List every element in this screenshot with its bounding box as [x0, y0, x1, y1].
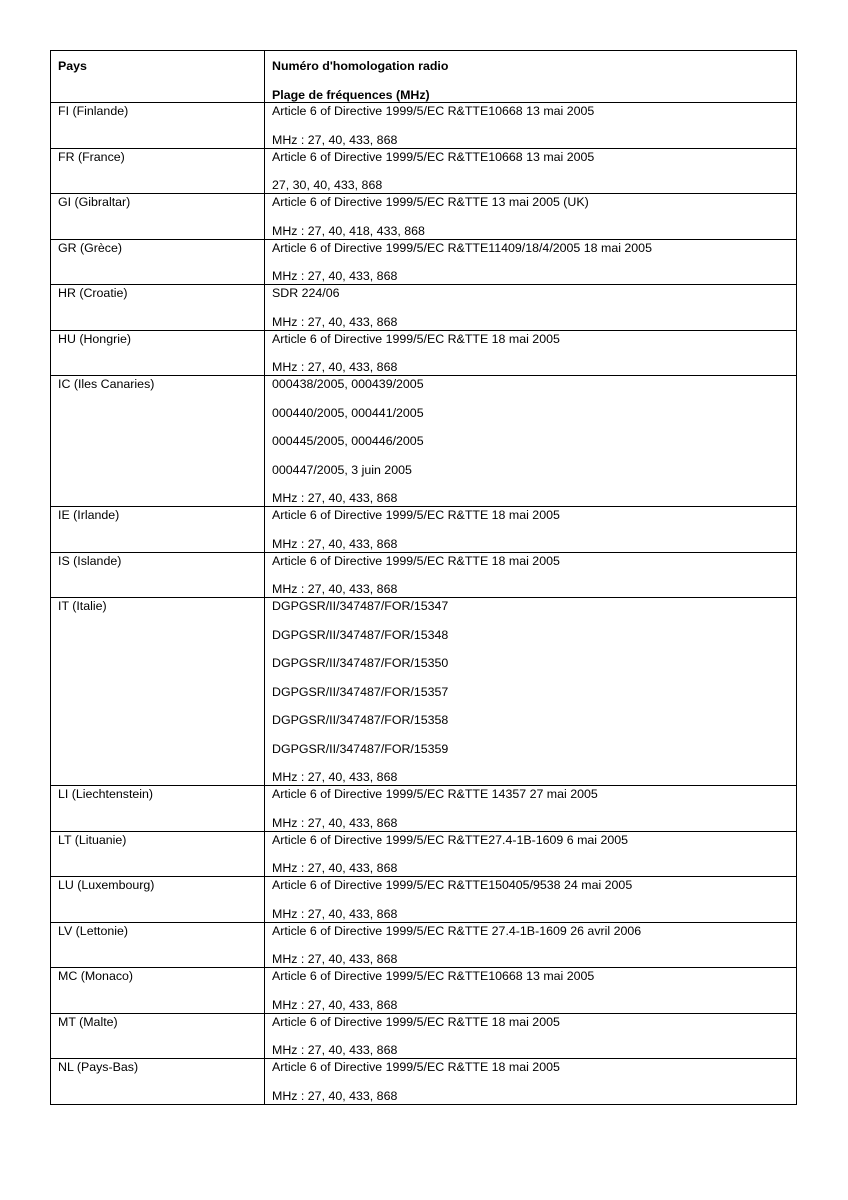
line-gap	[272, 478, 790, 492]
approval-line: Article 6 of Directive 1999/5/EC R&TTE10668 13 mai 2005	[272, 104, 595, 118]
line-gap	[272, 449, 790, 463]
line-gap	[272, 848, 790, 862]
table-row	[51, 148, 797, 194]
approval-block	[265, 507, 796, 552]
approval-line: Article 6 of Directive 1999/5/EC R&TTE27.4-1B-1609 6 mai 2005	[272, 832, 629, 847]
table-row	[51, 968, 797, 1014]
frequency-line: MHz : 27, 40, 433, 868	[272, 314, 398, 329]
frequency-line: MHz : 27, 40, 433, 868	[272, 815, 398, 830]
country-name: GR (Grèce)	[58, 240, 123, 255]
country-name: MT (Malte)	[58, 1014, 118, 1029]
approval-block	[265, 285, 796, 330]
approval-cell	[265, 552, 797, 598]
line-gap	[272, 1075, 790, 1089]
approval-block	[265, 923, 796, 968]
frequency-line: MHz : 27, 40, 433, 868	[272, 1043, 398, 1057]
country-cell	[51, 831, 265, 877]
country-name: LT (Lituanie)	[58, 832, 127, 847]
approval-line: SDR 224/06	[272, 286, 340, 300]
country-name: IT (Italie)	[58, 599, 107, 613]
frequency-line: MHz : 27, 40, 418, 433, 868	[272, 223, 425, 238]
approval-block	[265, 194, 796, 239]
line-gap	[272, 165, 790, 179]
approval-line: Article 6 of Directive 1999/5/EC R&TTE 18 mai 2005	[272, 331, 560, 346]
country-name: HR (Croatie)	[58, 286, 128, 300]
header-gap	[272, 74, 790, 88]
country-name: LI (Liechtenstein)	[58, 787, 154, 801]
line-gap	[272, 569, 790, 583]
table-row	[51, 507, 797, 553]
approval-line: 000447/2005, 3 juin 2005	[272, 462, 412, 477]
country-name: FI (Finlande)	[58, 104, 129, 118]
approval-block	[265, 103, 796, 148]
table-row	[51, 877, 797, 923]
approval-cell	[265, 1059, 797, 1105]
table-row	[51, 922, 797, 968]
country-name: FR (France)	[58, 149, 125, 164]
line-gap	[272, 1030, 790, 1044]
line-gap	[272, 893, 790, 907]
line-gap	[272, 700, 790, 714]
line-gap	[272, 984, 790, 998]
approval-cell	[265, 239, 797, 285]
table-row	[51, 239, 797, 285]
approval-line: Article 6 of Directive 1999/5/EC R&TTE 13 mai 2005 (UK)	[272, 195, 589, 209]
country-name: HU (Hongrie)	[58, 331, 131, 346]
approval-block	[265, 331, 796, 376]
approval-line: DGPGSR/II/347487/FOR/15348	[272, 627, 449, 642]
country-name: MC (Monaco)	[58, 969, 134, 983]
line-gap	[272, 939, 790, 953]
approval-cell	[265, 922, 797, 968]
approval-cell	[265, 148, 797, 194]
homologation-table	[50, 50, 797, 1105]
approval-cell	[265, 831, 797, 877]
approval-cell	[265, 968, 797, 1014]
approval-cell	[265, 330, 797, 376]
frequency-line: MHz : 27, 40, 433, 868	[272, 132, 398, 147]
approval-line: DGPGSR/II/347487/FOR/15350	[272, 656, 449, 670]
approval-line: DGPGSR/II/347487/FOR/15347	[272, 599, 449, 613]
header-country: Pays	[58, 59, 87, 73]
line-gap	[272, 210, 790, 224]
frequency-line: 27, 30, 40, 433, 868	[272, 178, 383, 192]
line-gap	[272, 119, 790, 133]
country-cell	[51, 922, 265, 968]
table-row	[51, 194, 797, 240]
table-row	[51, 598, 797, 786]
approval-cell	[265, 786, 797, 832]
approval-line: 000440/2005, 000441/2005	[272, 405, 424, 420]
line-gap	[272, 614, 790, 628]
country-cell	[51, 194, 265, 240]
country-name: LV (Lettonie)	[58, 923, 129, 938]
table-header-row	[51, 51, 797, 103]
approval-cell	[265, 103, 797, 149]
approval-block	[265, 1059, 796, 1104]
approval-block	[265, 598, 796, 785]
country-cell	[51, 552, 265, 598]
table-row	[51, 1013, 797, 1059]
table-row	[51, 103, 797, 149]
country-cell	[51, 1059, 265, 1105]
country-cell	[51, 877, 265, 923]
table-row	[51, 285, 797, 331]
approval-line: Article 6 of Directive 1999/5/EC R&TTE 14357 27 mai 2005	[272, 787, 598, 801]
country-cell	[51, 968, 265, 1014]
frequency-line: MHz : 27, 40, 433, 868	[272, 269, 398, 283]
country-name: GI (Gibraltar)	[58, 195, 131, 209]
line-gap	[272, 523, 790, 537]
table-row	[51, 1059, 797, 1105]
country-cell	[51, 507, 265, 553]
approval-line: DGPGSR/II/347487/FOR/15358	[272, 713, 449, 727]
frequency-line: MHz : 27, 40, 433, 868	[272, 582, 398, 596]
approval-cell	[265, 1013, 797, 1059]
line-gap	[272, 301, 790, 315]
line-gap	[272, 728, 790, 742]
country-cell	[51, 598, 265, 786]
header-approval: Numéro d'homologation radio	[272, 59, 449, 73]
line-gap	[272, 421, 790, 435]
country-cell	[51, 148, 265, 194]
country-cell	[51, 330, 265, 376]
line-gap	[272, 347, 790, 361]
frequency-line: MHz : 27, 40, 433, 868	[272, 770, 398, 784]
header-approval-cell	[265, 51, 797, 103]
approval-line: Article 6 of Directive 1999/5/EC R&TTE10668 13 mai 2005	[272, 149, 595, 164]
approval-cell	[265, 285, 797, 331]
approval-block	[265, 553, 796, 598]
approval-cell	[265, 598, 797, 786]
table-row	[51, 552, 797, 598]
header-approval-block	[265, 51, 796, 102]
line-gap	[272, 671, 790, 685]
approval-line: Article 6 of Directive 1999/5/EC R&TTE 18 mai 2005	[272, 1014, 560, 1029]
approval-line: DGPGSR/II/347487/FOR/15359	[272, 741, 449, 756]
approval-block	[265, 1014, 796, 1059]
country-cell	[51, 786, 265, 832]
frequency-line: MHz : 27, 40, 433, 868	[272, 491, 398, 505]
frequency-line: MHz : 27, 40, 433, 868	[272, 952, 398, 966]
frequency-line: MHz : 27, 40, 433, 868	[272, 997, 398, 1012]
frequency-line: MHz : 27, 40, 433, 868	[272, 360, 398, 374]
line-gap	[272, 256, 790, 270]
frequency-line: MHz : 27, 40, 433, 868	[272, 906, 398, 921]
country-name: IE (Irlande)	[58, 508, 120, 522]
approval-cell	[265, 507, 797, 553]
approval-block	[265, 968, 796, 1013]
country-name: LU (Luxembourg)	[58, 878, 155, 892]
approval-block	[265, 786, 796, 831]
frequency-line: MHz : 27, 40, 433, 868	[272, 861, 398, 875]
approval-block	[265, 877, 796, 922]
table-body	[51, 103, 797, 1105]
country-cell	[51, 1013, 265, 1059]
country-name: NL (Pays-Bas)	[58, 1060, 139, 1074]
table-row	[51, 376, 797, 507]
country-cell	[51, 376, 265, 507]
line-gap	[272, 392, 790, 406]
header-frequency: Plage de fréquences (MHz)	[272, 87, 430, 102]
approval-line: 000445/2005, 000446/2005	[272, 434, 424, 448]
country-cell	[51, 103, 265, 149]
table-row	[51, 831, 797, 877]
approval-line: Article 6 of Directive 1999/5/EC R&TTE 27.4-1B-1609 26 avril 2006	[272, 923, 642, 938]
approval-line: Article 6 of Directive 1999/5/EC R&TTE 18 mai 2005	[272, 1060, 560, 1074]
approval-block	[265, 240, 796, 285]
approval-cell	[265, 194, 797, 240]
table-row	[51, 330, 797, 376]
line-gap	[272, 643, 790, 657]
approval-block	[265, 376, 796, 506]
frequency-line: MHz : 27, 40, 433, 868	[272, 1088, 398, 1103]
approval-line: Article 6 of Directive 1999/5/EC R&TTE150405/9538 24 mai 2005	[272, 878, 633, 892]
approval-line: Article 6 of Directive 1999/5/EC R&TTE 18 mai 2005	[272, 508, 560, 522]
country-cell	[51, 285, 265, 331]
approval-line: Article 6 of Directive 1999/5/EC R&TTE11409/18/4/2005 18 mai 2005	[272, 240, 652, 255]
frequency-line: MHz : 27, 40, 433, 868	[272, 536, 398, 551]
approval-line: Article 6 of Directive 1999/5/EC R&TTE10668 13 mai 2005	[272, 969, 595, 983]
approval-cell	[265, 877, 797, 923]
approval-block	[265, 832, 796, 877]
country-name: IC (Iles Canaries)	[58, 377, 155, 391]
approval-line: 000438/2005, 000439/2005	[272, 377, 424, 391]
approval-cell	[265, 376, 797, 507]
approval-line: Article 6 of Directive 1999/5/EC R&TTE 18 mai 2005	[272, 553, 560, 568]
country-name: IS (Islande)	[58, 553, 122, 568]
line-gap	[272, 757, 790, 771]
country-cell	[51, 239, 265, 285]
line-gap	[272, 802, 790, 816]
approval-block	[265, 149, 796, 194]
approval-line: DGPGSR/II/347487/FOR/15357	[272, 684, 449, 699]
header-country-cell	[51, 51, 265, 103]
table-row	[51, 786, 797, 832]
